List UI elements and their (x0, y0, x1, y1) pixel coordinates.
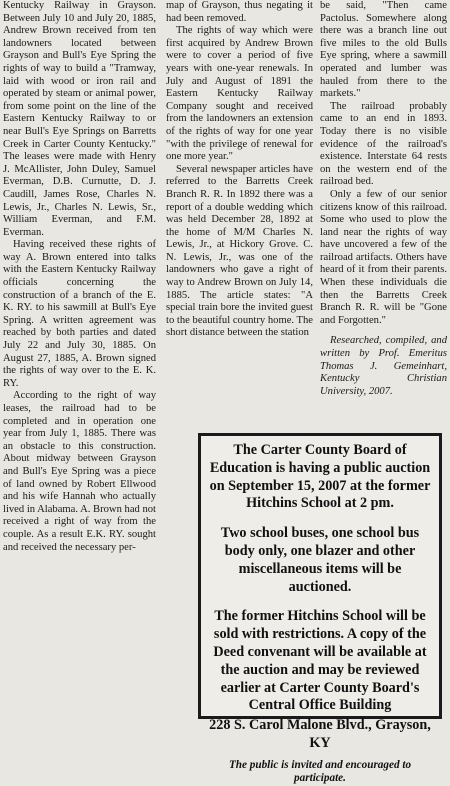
article-paragraph: Only a few of our senior citizens know of this railroad. Some who used to plow the land near the rights of way have uncovered a few of the railroad artifacts. Others have heard of it from their parents. When these individuals die then the Barretts Creek Branch R. R. will be "Gone and Forgotten." (320, 188, 447, 326)
article-paragraph: Kentucky Railway in Grayson. Between July 10 and July 20, 1885, Andrew Brown received from ten landowners located between Grayson and Bull's Eye Spring the rights of way to build a "Tramway, laid with wood or iron rail and operated by steam or animal power, from some point on the line of the Eastern Kentucky Railway to or near Bull's Eye Springs on Barretts Creek in Carter County Kentucky." The leases were made with Henry J. McAllister, John Duley, Samuel Everman, D.B. Curnutte, D. J. Caudill, James Rose, Charles N. Lewis, Jr., Charles N. Lewis, Sr., William Everman, and F.M. Everman. (3, 0, 156, 238)
article-paragraph: According to the right of way leases, the railroad had to be completed and in operation one year from July 1, 1885. There was an obstacle to this construction. About midway between Grayson and Bull's Eye Spring was a piece of land owned by Robert Ellwood and his wife Hannah who actually lived in Alabama. A. Brown had not received a right of way from the couple. As a result E.K. RY. sought and received the necessary per- (3, 390, 156, 553)
author-credit: Researched, compiled, and written by Prof. Emeritus Thomas J. Gemeinhart, Kentucky Christian University, 2007. (320, 335, 447, 397)
article-column-3 (320, 0, 447, 398)
article-paragraph: Several newspaper articles have referred to the Barretts Creek Branch R. R. In 1892 there was a report of a double wedding which was held December 28, 1892 at the home of M/M Charles N. Lewis, Jr., at Hickory Grove. C. N. Lewis, Jr., was one of the landowners who gave a right of way to Andrew Brown on July 14, 1885. The article states: "A special train bore the invited guest to the beautiful country home. The short distance between the station (166, 163, 313, 339)
ad-footer: The public is invited and encouraged to participate. (228, 758, 412, 785)
ad-sale-text: The former Hitchins School will be sold with restrictions. A copy of the Deed convenant will be available at the auction and may be reviewed earlier at Carter County Board's Central Office Building (213, 608, 427, 714)
article-paragraph: The rights of way which were first acquired by Andrew Brown were to cover a period of five years with one-year renewals. In July and August of 1891 the Eastern Kentucky Railway Company sought and received from the landowners an extension of the rights of way for one year "with the privilege of renewal for one more year." (166, 25, 313, 163)
article-column-1 (3, 0, 156, 554)
article-paragraph: Having received these rights of way A. Brown entered into talks with the Eastern Kentucky Railway officials concerning the construction of a branch of the E. K. RY. to his sawmill at Bull's Eye Spring. A written agreement was reached by both parties and dated July 22 and July 30, 1885. On August 27, 1885, A. Brown signed the rights of way over to the E. K. RY. (3, 239, 156, 389)
article-paragraph: map of Grayson, thus negating it had been removed. (166, 0, 313, 24)
ad-address: 228 S. Carol Malone Blvd., Grayson, KY (209, 717, 431, 751)
ad-announcement: The Carter County Board of Education is having a public auction on September 15, 2007 at the former Hitchins School at 2 pm. (209, 442, 431, 512)
article-paragraph: The railroad probably came to an end in 1893. Today there is no visible evidence of the railroad's existence. Interstate 64 rests on the western end of the railroad bed. (320, 100, 447, 188)
article-paragraph: be said, "Then came Pactolus. Somewhere along there was a branch line out five miles to the old Bulls Eye spring, where a sawmill operated and lumber was hauled from there to the markets." (320, 0, 447, 100)
auction-notice-ad (198, 433, 442, 785)
article-column-2 (166, 0, 313, 340)
ad-items-text: Two school buses, one school bus body only, one blazer and other miscellaneous items will be auctioned. (220, 525, 420, 595)
